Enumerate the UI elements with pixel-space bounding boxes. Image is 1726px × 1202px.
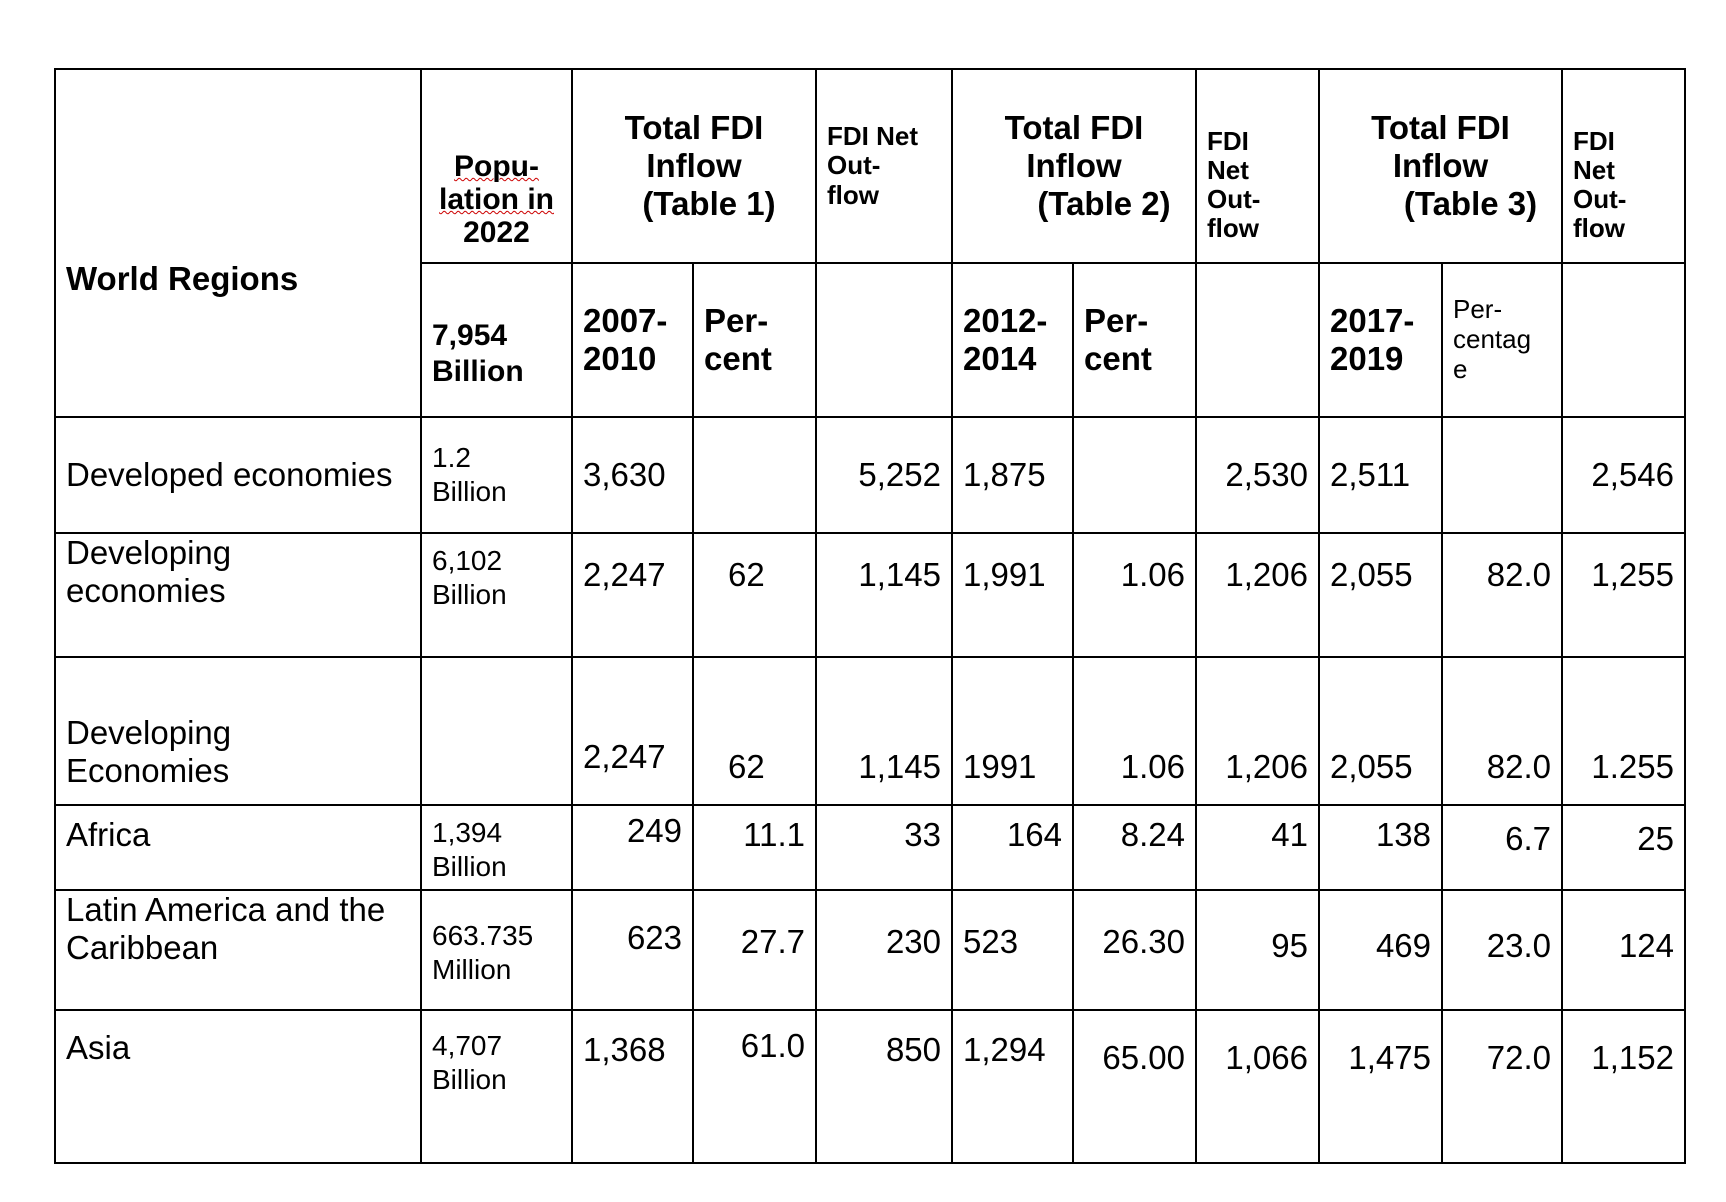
percent1-value: 62: [728, 748, 765, 785]
population-value: 1.2: [432, 442, 471, 474]
years-2-line2: 2014: [963, 340, 1037, 377]
percent2-value: 26.30: [1102, 923, 1185, 960]
population-label-line3: 2022: [463, 216, 530, 249]
table2-header-line2: Inflow: [1026, 147, 1122, 185]
outflow2-header-line1: FDI: [1207, 125, 1249, 156]
percent3-cell: [1442, 890, 1562, 1010]
table-row: [55, 533, 1685, 657]
percent-2-header: [1073, 263, 1196, 417]
inflow2-cell: [952, 417, 1073, 533]
population-unit: Billion: [432, 850, 507, 882]
percent3-cell: [1442, 657, 1562, 805]
outflow1-cell: [816, 657, 952, 805]
inflow1-cell: [572, 657, 693, 805]
outflow2-cell: [1196, 417, 1319, 533]
percent3-value: 72.0: [1486, 1039, 1551, 1076]
inflow3-cell: [1319, 417, 1442, 533]
table3-header-line3: (Table 3): [1403, 184, 1538, 222]
table-row: [55, 1010, 1685, 1163]
population-unit: Billion: [432, 578, 507, 610]
years-3-line1: 2017-: [1330, 302, 1415, 340]
percent-3-line3: e: [1453, 353, 1468, 384]
inflow3-cell: [1319, 890, 1442, 1010]
outflow2-cell: [1196, 1010, 1319, 1163]
outflow2-header-line2: Net: [1207, 154, 1249, 185]
region-name-line2: economies: [66, 571, 226, 609]
outflow1-cell: [816, 805, 952, 890]
percent1-cell: [693, 805, 816, 890]
inflow3-value: 2,511: [1330, 456, 1411, 493]
outflow2-cell: [1196, 657, 1319, 805]
outflow3-value: 1,152: [1591, 1039, 1674, 1076]
population-cell: [421, 890, 572, 1010]
inflow1-value: 623: [626, 919, 682, 956]
percent-1-line1: Per-: [704, 302, 769, 340]
table3-header-line1: Total FDI: [1371, 109, 1510, 147]
fdi-table: [54, 68, 1686, 1164]
world-regions-header: [55, 69, 421, 417]
inflow2-value: 1,875: [963, 456, 1046, 493]
population-unit: Billion: [432, 1063, 507, 1095]
region-name: Developed economies: [66, 456, 393, 494]
outflow3-subheader: [1562, 263, 1685, 417]
percent-1-header: [693, 263, 816, 417]
table3-header-line2: Inflow: [1392, 147, 1489, 185]
population-cell: [421, 657, 572, 805]
outflow1-value: 1,145: [858, 748, 941, 785]
inflow3-cell: [1319, 805, 1442, 890]
region-cell: [55, 890, 421, 1010]
table1-header-line1: Total FDI: [624, 109, 764, 147]
region-name-line1: Latin America and the: [66, 891, 386, 928]
percent2-value: 1.06: [1120, 556, 1185, 593]
inflow2-value: 523: [963, 923, 1019, 960]
outflow2-header-line4: flow: [1207, 213, 1259, 244]
outflow3-value: 1.255: [1591, 748, 1674, 785]
region-name: Africa: [66, 816, 151, 853]
inflow1-cell: [572, 533, 693, 657]
outflow2-cell: [1196, 805, 1319, 890]
outflow1-cell: [816, 533, 952, 657]
inflow3-value: 1,475: [1348, 1039, 1431, 1076]
percent-3-line2: centag: [1453, 324, 1532, 355]
region-name-line2: Caribbean: [66, 928, 219, 966]
inflow3-value: 138: [1375, 816, 1431, 853]
percent2-value: 8.24: [1120, 816, 1185, 853]
percent2-cell: [1073, 417, 1196, 533]
outflow3-value: 25: [1637, 820, 1674, 857]
percent2-cell: [1073, 657, 1196, 805]
inflow3-value: 2,055: [1330, 556, 1413, 593]
percent1-value: 61.0: [740, 1027, 805, 1064]
percent3-cell: [1442, 533, 1562, 657]
percent2-cell: [1073, 1010, 1196, 1163]
inflow3-value: 2,055: [1330, 748, 1413, 785]
outflow2-value: 1,206: [1225, 556, 1308, 593]
region-name-line2: Economies: [66, 752, 230, 790]
outflow3-cell: [1562, 890, 1685, 1010]
table2-header-line1: Total FDI: [1004, 109, 1144, 147]
percent-2-line2: cent: [1084, 340, 1152, 377]
outflow1-header-line1: FDI Net: [827, 121, 918, 152]
inflow3-value: 469: [1375, 927, 1431, 964]
percent3-value: 82.0: [1486, 556, 1551, 593]
outflow3-cell: [1562, 1010, 1685, 1163]
population-header: [421, 69, 572, 263]
outflow2-cell: [1196, 533, 1319, 657]
percent-3-header: [1442, 263, 1562, 417]
region-cell: [55, 1010, 421, 1163]
inflow1-cell: [572, 890, 693, 1010]
years-1: [572, 263, 693, 417]
years-2-line1: 2012-: [963, 302, 1048, 340]
percent2-cell: [1073, 890, 1196, 1010]
percent1-cell: [693, 1010, 816, 1163]
outflow3-cell: [1562, 657, 1685, 805]
population-value: 1,394: [432, 817, 503, 848]
table1-header-line2: Inflow: [646, 147, 742, 185]
percent-3-line1: Per-: [1453, 294, 1503, 325]
outflow3-value: 124: [1618, 927, 1674, 964]
outflow2-value: 2,530: [1225, 456, 1308, 493]
population-unit: Billion: [432, 476, 507, 507]
percent1-cell: [693, 533, 816, 657]
population-total: [421, 263, 572, 417]
header-row-1: [55, 69, 1685, 263]
population-value: 4,707: [432, 1030, 503, 1061]
table-row: [55, 890, 1685, 1010]
percent3-cell: [1442, 1010, 1562, 1163]
outflow2-subheader: [1196, 263, 1319, 417]
population-total-value: 7,954: [432, 319, 508, 352]
outflow2-value: 41: [1271, 816, 1308, 853]
percent2-value: 1.06: [1120, 748, 1185, 785]
years-2: [952, 263, 1073, 417]
inflow2-cell: [952, 890, 1073, 1010]
outflow2-header-line3: Out-: [1207, 184, 1261, 214]
world-regions-label: World Regions: [66, 260, 299, 297]
inflow2-cell: [952, 805, 1073, 890]
percent2-value: 65.00: [1102, 1039, 1185, 1076]
outflow2-cell: [1196, 890, 1319, 1010]
table3-header: [1319, 69, 1562, 263]
population-label-line1: Popu-: [454, 150, 539, 183]
inflow2-value: 1991: [963, 748, 1037, 785]
outflow1-cell: [816, 890, 952, 1010]
outflow3-value: 1,255: [1591, 556, 1674, 593]
region-cell: [55, 805, 421, 890]
outflow3-cell: [1562, 533, 1685, 657]
outflow1-subheader: [816, 263, 952, 417]
outflow2-value: 1,206: [1225, 748, 1308, 785]
population-unit: Million: [432, 953, 512, 985]
inflow2-cell: [952, 657, 1073, 805]
percent-2-line1: Per-: [1084, 302, 1149, 340]
region-name-line1: Developing: [66, 534, 232, 571]
region-cell: [55, 657, 421, 805]
inflow3-cell: [1319, 1010, 1442, 1163]
years-1-line1: 2007-: [583, 302, 668, 340]
outflow2-header: [1196, 69, 1319, 263]
outflow1-cell: [816, 1010, 952, 1163]
inflow1-cell: [572, 417, 693, 533]
region-cell: [55, 417, 421, 533]
region-name-line1: Developing: [66, 714, 232, 752]
percent1-value: 27.7: [740, 923, 805, 960]
table2-header: [952, 69, 1196, 263]
population-value: 663.735: [432, 920, 534, 951]
outflow3-cell: [1562, 417, 1685, 533]
inflow3-cell: [1319, 533, 1442, 657]
inflow1-value: 249: [626, 812, 682, 849]
outflow3-value: 2,546: [1591, 456, 1674, 493]
inflow2-cell: [952, 533, 1073, 657]
outflow1-header-line2: Out-: [827, 150, 881, 181]
inflow3-cell: [1319, 657, 1442, 805]
inflow1-cell: [572, 805, 693, 890]
percent3-value: 82.0: [1486, 748, 1551, 785]
outflow2-value: 1,066: [1225, 1039, 1308, 1076]
outflow3-header-line1: FDI: [1573, 125, 1615, 156]
table1-header-line3: (Table 1): [642, 184, 776, 222]
percent1-value: 11.1: [743, 816, 805, 853]
outflow3-header-line3: Out-: [1573, 184, 1627, 214]
inflow1-value: 2,247: [583, 556, 666, 593]
inflow2-value: 1,991: [963, 556, 1046, 593]
inflow1-value: 3,630: [583, 456, 666, 493]
outflow3-header-line4: flow: [1573, 213, 1625, 244]
outflow1-value: 230: [885, 923, 941, 960]
outflow1-value: 1,145: [858, 556, 941, 593]
table-row: [55, 657, 1685, 805]
table2-header-line3: (Table 2): [1037, 184, 1171, 222]
table-row: [55, 417, 1685, 533]
percent3-cell: [1442, 805, 1562, 890]
outflow1-header: [816, 69, 952, 263]
inflow2-value: 164: [1006, 816, 1062, 853]
inflow2-cell: [952, 1010, 1073, 1163]
population-value: 6,102: [432, 545, 503, 576]
outflow2-value: 95: [1271, 927, 1308, 964]
percent3-cell: [1442, 417, 1562, 533]
percent3-value: 23.0: [1486, 927, 1551, 964]
inflow1-value: 2,247: [583, 738, 666, 775]
percent2-cell: [1073, 805, 1196, 890]
population-label-line2: lation in: [439, 183, 554, 216]
population-total-unit: Billion: [432, 355, 524, 388]
population-cell: [421, 805, 572, 890]
outflow3-header-line2: Net: [1573, 154, 1615, 185]
region-name: Asia: [66, 1029, 131, 1066]
population-cell: [421, 417, 572, 533]
outflow1-header-line3: flow: [827, 179, 879, 210]
region-cell: [55, 533, 421, 657]
population-cell: [421, 533, 572, 657]
outflow1-cell: [816, 417, 952, 533]
years-3: [1319, 263, 1442, 417]
percent1-cell: [693, 657, 816, 805]
percent1-value: 62: [728, 556, 765, 593]
table-row: [55, 805, 1685, 890]
years-3-line2: 2019: [1330, 340, 1404, 377]
inflow1-value: 1,368: [583, 1031, 666, 1068]
population-cell: [421, 1010, 572, 1163]
percent3-value: 6.7: [1505, 820, 1551, 857]
percent1-cell: [693, 890, 816, 1010]
percent2-cell: [1073, 533, 1196, 657]
percent1-cell: [693, 417, 816, 533]
table1-header: [572, 69, 816, 263]
outflow1-value: 33: [904, 816, 941, 853]
outflow1-value: 5,252: [858, 456, 941, 493]
years-1-line2: 2010: [583, 340, 657, 377]
outflow3-cell: [1562, 805, 1685, 890]
inflow2-value: 1,294: [963, 1031, 1046, 1068]
outflow1-value: 850: [885, 1031, 941, 1068]
outflow3-header: [1562, 69, 1685, 263]
percent-1-line2: cent: [704, 340, 772, 377]
inflow1-cell: [572, 1010, 693, 1163]
